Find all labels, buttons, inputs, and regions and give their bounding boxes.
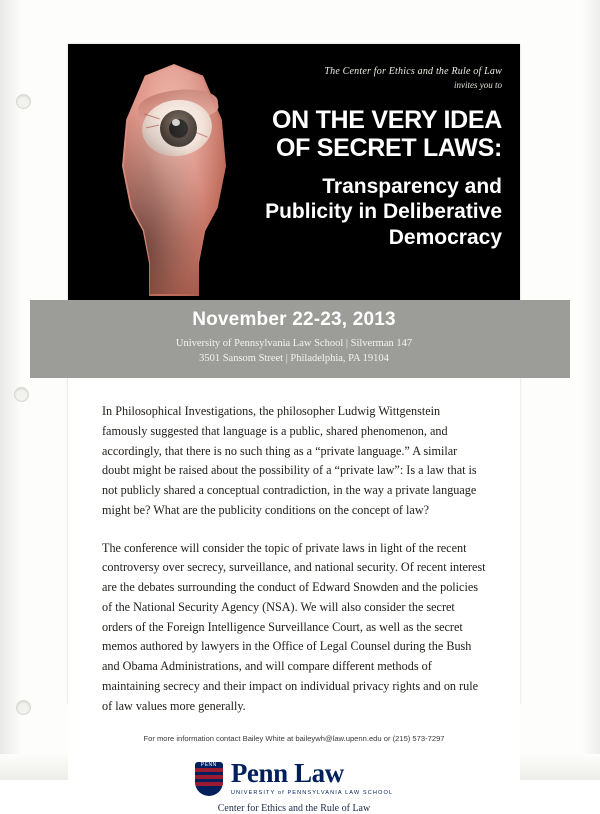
penn-shield-icon <box>195 762 223 796</box>
center-name-line: Center for Ethics and the Rule of Law <box>217 803 371 814</box>
punch-hole-icon <box>14 387 29 402</box>
poster-subtitle <box>250 174 502 251</box>
subtitle-line-3: Democracy <box>388 225 502 249</box>
page-edge-right <box>582 0 600 780</box>
invite-line-2: invites you to <box>454 80 502 90</box>
poster-body <box>68 378 520 814</box>
keyhole-shading <box>124 66 224 294</box>
main-title-line-2: OF SECRET LAWS: <box>275 134 502 163</box>
poster-title-block <box>250 66 502 250</box>
penn-law-wordmark: Penn Law <box>230 758 344 789</box>
event-venue: University of Pennsylvania Law School | Silverman 147 <box>175 338 413 349</box>
subtitle-line-1: Transparency and <box>322 174 502 198</box>
event-dates: November 22-23, 2013 <box>192 309 396 330</box>
shield-bar <box>195 782 223 786</box>
event-address: 3501 Sansom Street | Philadelphia, PA 19104 <box>199 353 389 364</box>
shield-label: PENN <box>200 762 217 769</box>
shield-bar <box>195 768 223 772</box>
poster-main-title <box>250 106 502 163</box>
shield-bar <box>195 775 223 779</box>
poster-header <box>68 44 520 300</box>
penn-law-wordmark-block <box>231 760 393 796</box>
university-line: UNIVERSITY of PENNSYLVANIA LAW SCHOOL <box>230 790 394 797</box>
body-paragraph-2: The conference will consider the topic of private laws in light of the recent controversy over secrecy, surveillance, and national security. Of recent interest are the debates surrounding the conduct of Edward Snowden and the policies of the National Security Agency (NSA). We will also consider the secret orders of the Foreign Intelligence Surveillance Court, as well as the secret memos authored by lawyers in the Office of Legal Counsel during the Bush and Obama Administrations, and will compare different methods of maintaining secrecy and their impact on individual privacy rights and on rule of law values more generally. <box>102 540 486 713</box>
punch-hole-icon <box>16 700 31 715</box>
subtitle-line-2: Publicity in Deliberative <box>265 200 502 224</box>
keyhole-eye-illustration <box>102 64 248 300</box>
main-title-line-1: ON THE VERY IDEA <box>272 106 502 134</box>
contact-info: For more information contact Bailey White at baileywh@law.upenn.edu or (215) 573-7297 <box>143 734 445 744</box>
event-details-band <box>30 300 570 378</box>
penn-law-logo <box>102 760 486 796</box>
punch-hole-icon <box>16 94 31 109</box>
invite-line-1: The Center for Ethics and the Rule of Law <box>324 66 502 77</box>
event-poster <box>68 44 520 814</box>
body-paragraph-1: In Philosophical Investigations, the philosopher Ludwig Wittgenstein famously suggested that language is a public, shared phenomenon, and accordingly, that there is no such thing as a “private language.” A similar doubt might be raised about the possibility of a “private law”: Is a law that is not publicly shared a conceptual contradiction, in the way a private language might be? What are the publicity conditions on the concept of law? <box>102 404 477 517</box>
